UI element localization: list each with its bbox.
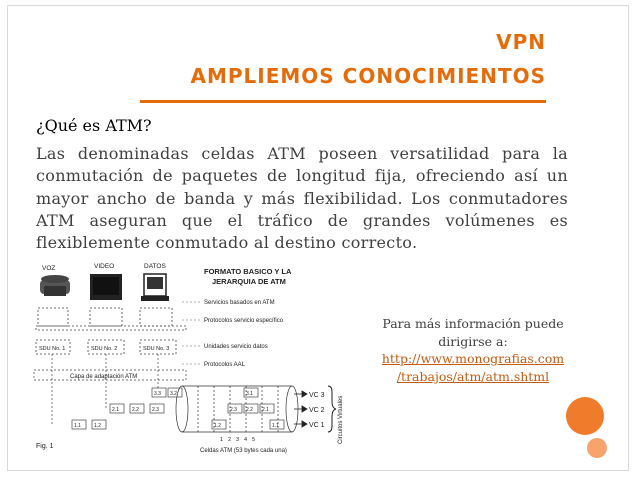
sdu-1: SDU No. 1 (39, 346, 66, 352)
label-datos: DATOS (144, 263, 166, 270)
reference-link-2[interactable]: /trabajos/atm/atm.shtml (396, 368, 550, 384)
info-line-1: Para más información puede (382, 316, 564, 331)
label-unidades: Unidades servicio datos (204, 344, 268, 350)
label-celdas: Celdas ATM (53 bytes cada una) (200, 448, 287, 454)
decorative-circle-small (587, 438, 607, 458)
label-aal: Protocolos AAL (204, 362, 246, 368)
info-box (368, 315, 578, 385)
cell-3-1: 3.1 (246, 391, 253, 397)
label-video: VIDEO (94, 263, 115, 270)
video-monitor-icon (90, 274, 122, 300)
label-voz: VOZ (42, 265, 56, 272)
cell-number-1: 1 (220, 437, 224, 443)
cell-1d: 1.1 (272, 423, 279, 429)
cell-2b: 2.2 (132, 407, 139, 413)
cell-2f: 2.1 (262, 407, 269, 413)
cell-1a: 1.1 (74, 423, 81, 429)
figure-caption: Fig. 1 (36, 443, 54, 450)
reference-link-1[interactable]: http://www.monografias.com (381, 351, 565, 366)
figure-heading-1: FORMATO BASICO Y LA (204, 267, 292, 276)
vc-3: VC 3 (309, 392, 325, 399)
slide-title-vpn: VPN (496, 30, 546, 54)
cell-1c: 1.2 (214, 423, 221, 429)
cell-3-3: 3.3 (154, 391, 161, 397)
cell-2c: 2.3 (152, 407, 159, 413)
cell-2a: 2.1 (112, 407, 119, 413)
info-line-2: dirigirse a: (438, 333, 508, 349)
telephone-icon (40, 275, 70, 296)
cell-3-2: 3.2 (170, 391, 177, 397)
computer-icon (141, 274, 169, 301)
title-divider (140, 100, 546, 103)
body-paragraph: Las denominadas celdas ATM poseen versatilidad para la conmutación de paquetes de longitud fija, ofreciendo así un mayor ancho de banda y más flexibilidad. Los conmutadores ATM aseguran que el tráfico de grandes volúmenes es flexiblemente conmutado al destino correcto. (36, 144, 568, 253)
sdu-3: SDU No. 3 (143, 346, 170, 352)
decorative-circle-large (566, 397, 604, 435)
label-protocolos: Protocolos servicio específico (204, 318, 284, 324)
label-capa: Capa de adaptación ATM (70, 374, 138, 380)
cell-number-4: 4 (244, 437, 248, 443)
cell-1b: 1.2 (94, 423, 101, 429)
cell-number-3: 3 (236, 437, 240, 443)
figure-heading-2: JERARQUIA DE ATM (212, 277, 286, 286)
vc-1: VC 1 (309, 422, 325, 429)
slide-title-main: AMPLIEMOS CONOCIMIENTOS (190, 64, 546, 88)
cell-2e: 2.2 (246, 407, 253, 413)
atm-diagram (32, 258, 344, 458)
cell-number-2: 2 (228, 437, 232, 443)
section-heading: ¿Qué es ATM? (36, 116, 152, 135)
sdu-2: SDU No. 2 (91, 346, 118, 352)
cell-number-5: 5 (252, 437, 256, 443)
label-circuitos: Circuitos Virtuales (338, 395, 344, 444)
label-servicios: Servicios basados en ATM (204, 300, 275, 306)
vc-2: VC 2 (309, 407, 325, 414)
cell-2d: 2.3 (230, 407, 237, 413)
